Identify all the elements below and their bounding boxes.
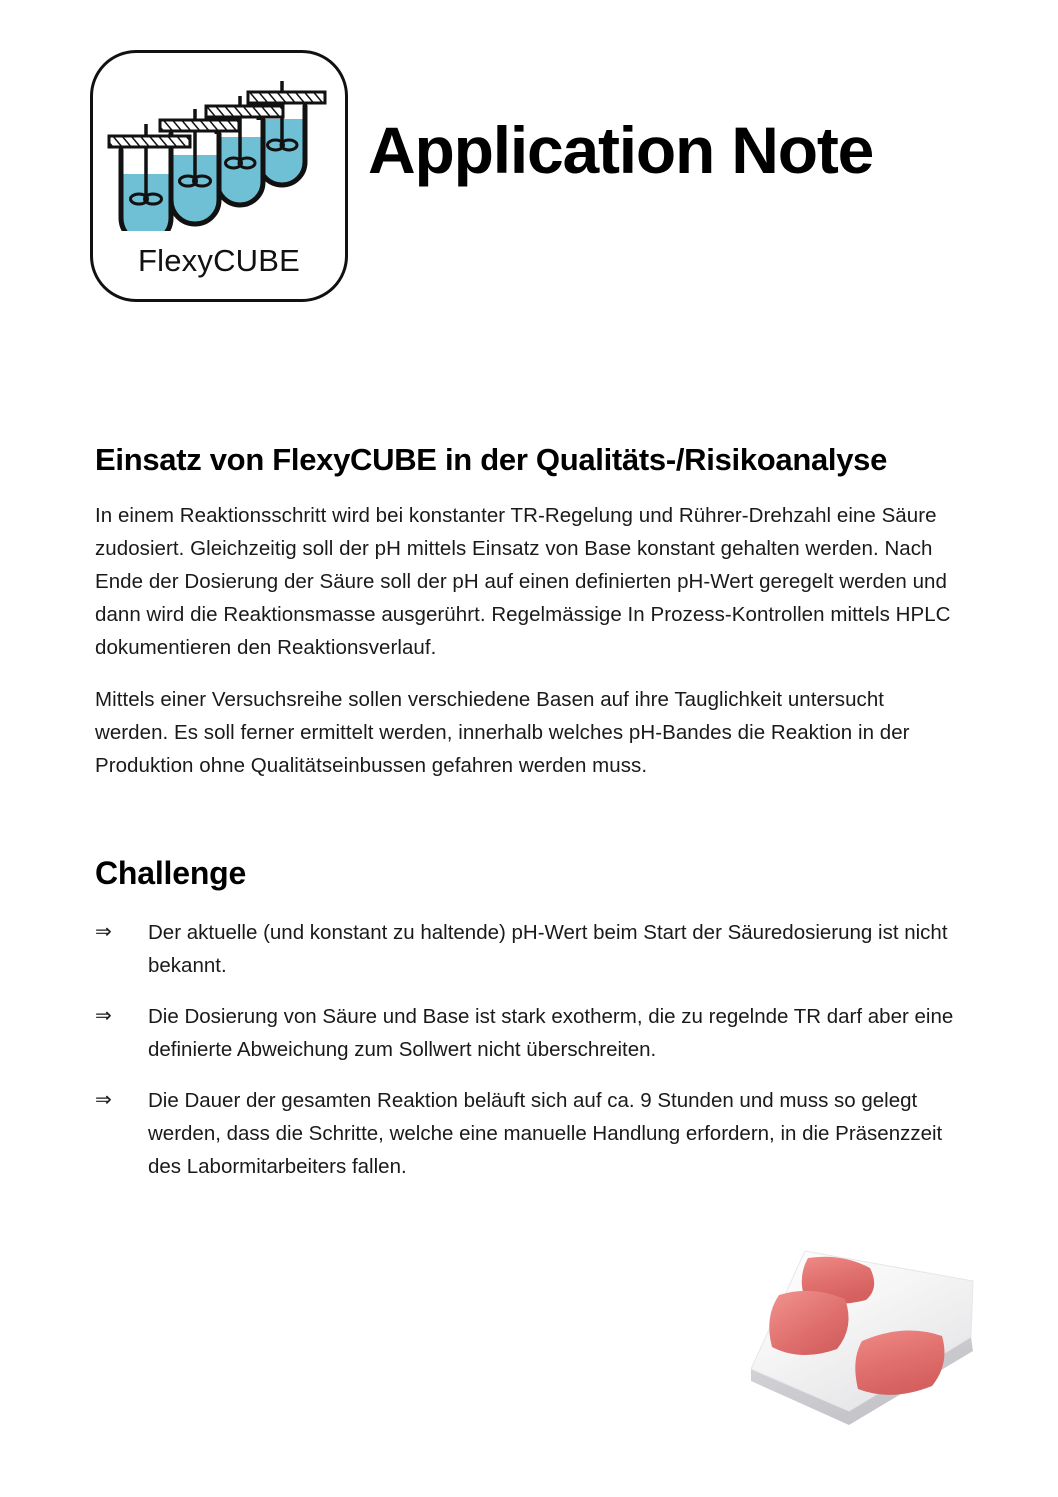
list-item-text: Die Dauer der gesamten Reaktion beläuft sich auf ca. 9 Stunden und muss so gelegt werden, dass die Schritte, welche eine manuelle Handlung erfordern, in die Präsenzzeit des Labormitarbeiters fallen. (148, 1089, 943, 1178)
list-item (95, 916, 961, 982)
double-arrow-icon: ⇒ (95, 1089, 112, 1111)
document-header (0, 0, 1058, 330)
body-paragraph-1: In einem Reaktionsschritt wird bei konstanter TR-Regelung und Rührer-Drehzahl eine Säure zudosiert. Gleichzeitig soll der pH mittels Einsatz von Base konstant gehalten werden. Nach Ende der Dosierung der Säure soll der pH auf einen definierten pH-Wert geregelt werden und dann wird die Reaktionsmasse ausgerührt. Regelmässige In Prozess-Kontrollen mittels HPLC dokumentieren den Reaktionsverlauf. (95, 504, 951, 660)
page-title: Application Note (368, 113, 874, 187)
flexycube-logo (90, 50, 348, 302)
flexycube-reactor-vessels-logo (103, 71, 341, 231)
list-item (95, 1000, 961, 1066)
double-arrow-icon: ⇒ (95, 921, 112, 943)
challenge-list (95, 916, 961, 1183)
list-item (95, 1084, 961, 1183)
double-arrow-icon: ⇒ (95, 1005, 112, 1027)
body-paragraph-2: Mittels einer Versuchsreihe sollen verschiedene Basen auf ihre Tauglichkeit untersucht werden. Es soll ferner ermittelt werden, innerhalb welches pH-Bandes die Reaktion in der Produktion ohne Qualitätseinbussen gefahren werden muss. (95, 688, 910, 778)
challenge-heading: Challenge (95, 855, 247, 891)
list-item-text: Die Dosierung von Säure und Base ist stark exotherm, die zu regelnde TR darf aber eine definierte Abweichung zum Sollwert nicht überschreiten. (148, 1005, 954, 1061)
section-heading: Einsatz von FlexyCUBE in der Qualitäts-/Risikoanalyse (95, 442, 888, 477)
list-item-text: Der aktuelle (und konstant zu haltende) pH-Wert beim Start der Säuredosierung ist nicht bekannt. (148, 921, 948, 977)
main-content (95, 443, 961, 782)
logo-caption: FlexyCUBE (138, 243, 300, 278)
challenge-section (95, 855, 961, 1183)
tilted-plate-with-red-wells-graphic (745, 1233, 975, 1428)
